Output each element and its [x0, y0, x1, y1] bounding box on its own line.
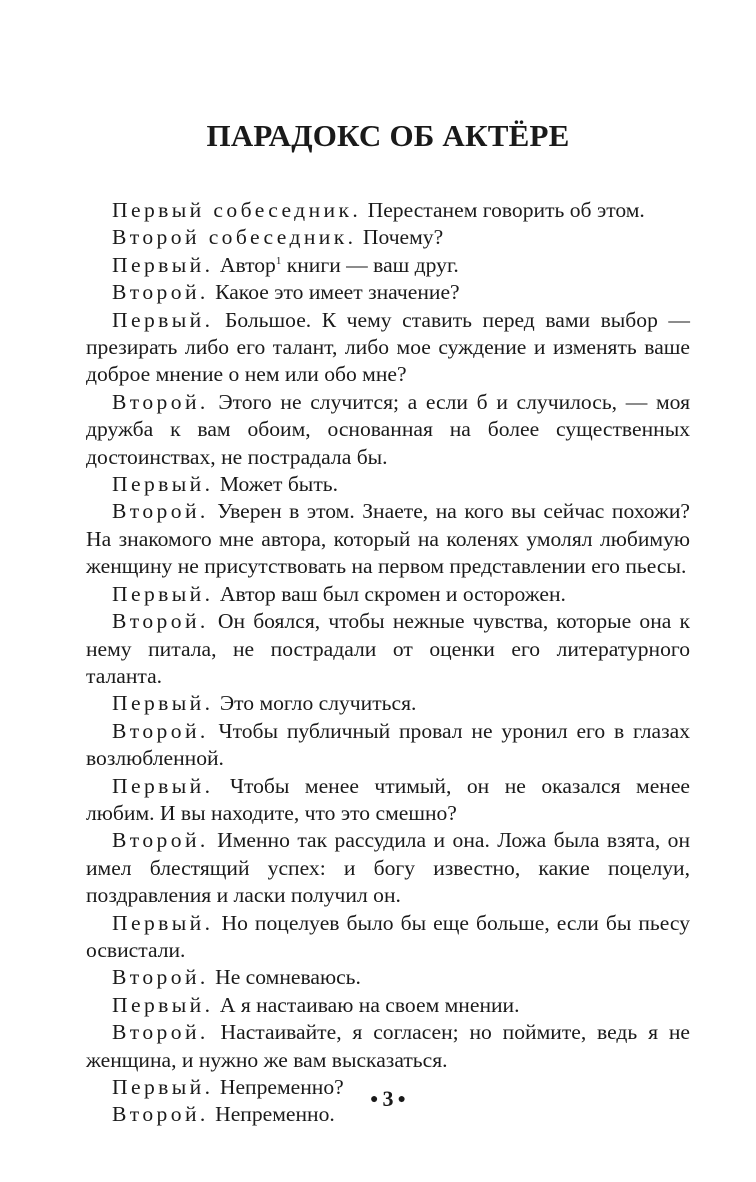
- speaker-name: Первый.: [112, 252, 214, 277]
- dialogue-paragraph: [86, 252, 690, 279]
- line-text: Большое. К чему ставить перед вами выбор — презирать либо его талант, либо мое суждение и изменять ваше доброе мнение о нем или обо мне?: [86, 307, 690, 387]
- line-text: Непременно.: [215, 1102, 335, 1127]
- dialogue-paragraph: [86, 581, 690, 608]
- dialogue-paragraph: [86, 224, 690, 251]
- line-text: А я настаиваю на своем мнении.: [219, 992, 520, 1017]
- speaker-name: Первый.: [112, 992, 214, 1017]
- line-text: Именно так рассудила и она. Ложа была взята, он имел блестящий успех: и богу известно, какие поцелуи, поздравления и ласки получил он.: [86, 828, 690, 908]
- line-text: Может быть.: [219, 472, 338, 497]
- bullet-icon: ●: [370, 1092, 379, 1107]
- line-text: Непременно?: [219, 1075, 344, 1099]
- speaker-name: Первый.: [112, 910, 214, 935]
- line-text: Но поцелуев было бы еще больше, если бы пьесу освистали.: [86, 910, 690, 962]
- line-text: Не сомневаюсь.: [215, 965, 361, 990]
- speaker-name: Первый собеседник.: [112, 198, 362, 222]
- dialogue-paragraph: [86, 910, 690, 965]
- speaker-name: Второй.: [112, 828, 209, 853]
- footnote-marker[interactable]: 1: [275, 254, 282, 267]
- dialogue-paragraph: [86, 773, 690, 828]
- dialogue-paragraph: [86, 471, 690, 498]
- bullet-icon: ●: [397, 1092, 406, 1107]
- line-text: Это могло случиться.: [219, 691, 417, 716]
- speaker-name: Второй.: [112, 1102, 209, 1127]
- speaker-name: Второй собеседник.: [112, 225, 357, 250]
- speaker-name: Второй.: [112, 609, 209, 634]
- speaker-name: Первый.: [112, 1075, 214, 1099]
- line-text: Настаивайте, я согласен; но поймите, ведь я не женщина, и нужно же вам высказаться.: [86, 1020, 690, 1072]
- dialogue-paragraph: [86, 992, 690, 1019]
- dialogue-paragraph: [86, 279, 690, 306]
- line-text: Он боялся, чтобы нежные чувства, которые она к нему питала, не пострадали от оценки его литературного таланта.: [86, 609, 690, 688]
- dialogue-paragraph: [86, 498, 690, 580]
- dialogue-paragraph: [86, 718, 690, 773]
- speaker-name: Первый.: [112, 581, 214, 606]
- speaker-name: Второй.: [112, 280, 209, 305]
- line-text: Чтобы публичный провал не уронил его в глазах возлюбленной.: [86, 718, 690, 771]
- line-text: Чтобы менее чтимый, он не оказался менее любим. И вы находите, что это смешно?: [86, 773, 691, 825]
- chapter-title: ПАРАДОКС ОБ АКТЁРЕ: [206, 118, 570, 153]
- speaker-name: Второй.: [112, 965, 209, 990]
- dialogue-paragraph: [86, 307, 690, 389]
- speaker-name: Первый.: [112, 773, 214, 798]
- dialogue-paragraph: [86, 389, 690, 471]
- line-text: книги — ваш друг.: [286, 252, 459, 277]
- dialogue-text: [86, 197, 690, 1129]
- dialogue-paragraph: [86, 197, 690, 224]
- speaker-name: Первый.: [112, 472, 214, 497]
- speaker-name: Первый.: [112, 307, 214, 332]
- dialogue-paragraph: [86, 608, 690, 690]
- dialogue-paragraph: [86, 964, 690, 991]
- speaker-name: Второй.: [112, 718, 209, 743]
- page-number-value: 3: [382, 1086, 394, 1111]
- page-number: [86, 1086, 690, 1112]
- line-text: Автор ваш был скромен и осторожен.: [219, 581, 566, 606]
- speaker-name: Первый.: [112, 691, 214, 716]
- speaker-name: Второй.: [112, 389, 209, 414]
- speaker-name: Второй.: [112, 499, 209, 524]
- line-text: Уверен в этом. Знаете, на кого вы сейчас похожи? На знакомого мне автора, который на коленях умолял любимую женщину не присутствовать на первом представлении его пьесы.: [86, 499, 691, 579]
- book-page: [86, 0, 690, 1182]
- line-text: Почему?: [362, 225, 444, 250]
- speaker-name: Второй.: [112, 1020, 209, 1045]
- line-text: Этого не случится; а если б и случилось, — моя дружба к вам обоим, основанная на более существенных достоинствах, не пострадала бы.: [86, 389, 690, 469]
- dialogue-paragraph: [86, 827, 690, 909]
- line-text: Автор: [219, 252, 276, 277]
- dialogue-paragraph: [86, 1019, 690, 1074]
- dialogue-paragraph: [86, 690, 690, 717]
- line-text: Какое это имеет значение?: [215, 280, 460, 305]
- line-text: Перестанем говорить об этом.: [367, 198, 645, 222]
